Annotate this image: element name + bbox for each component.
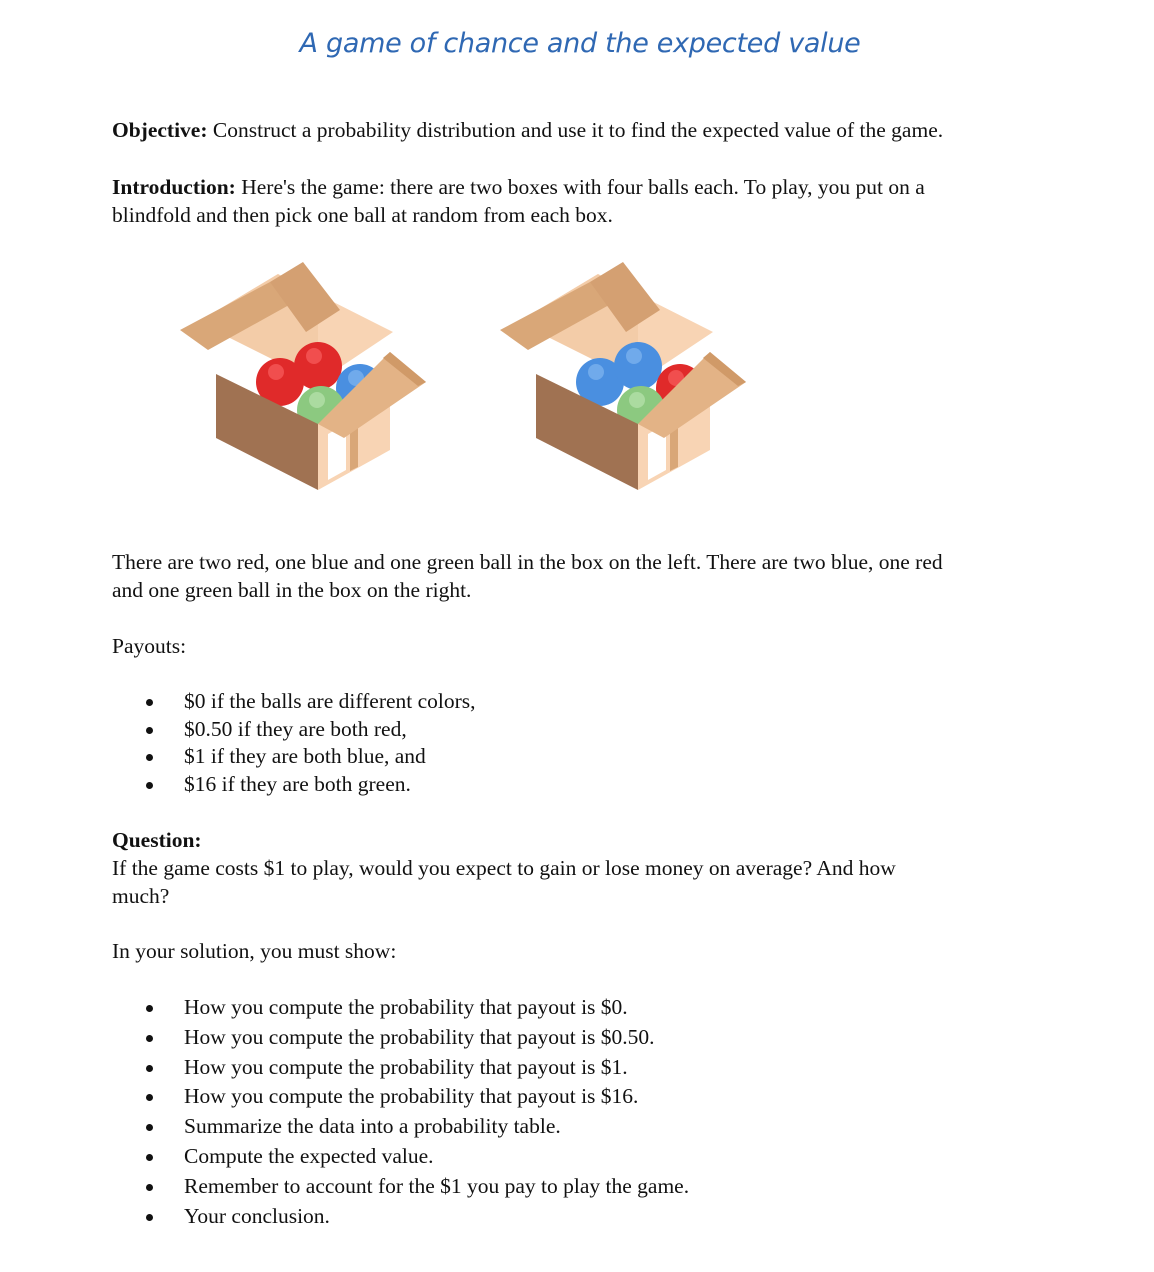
requirement-item: Compute the expected value. <box>112 1142 689 1172</box>
right-box-illustration <box>498 262 758 492</box>
description-line1: There are two red, one blue and one green ball in the box on the left. There are two blue, one red <box>112 550 943 574</box>
payout-item: $0 if the balls are different colors, <box>112 688 476 716</box>
payout-item: $1 if they are both blue, and <box>112 743 476 771</box>
requirement-item: Your conclusion. <box>112 1202 689 1232</box>
requirement-item: How you compute the probability that payout is $0. <box>112 993 689 1023</box>
left-box-illustration <box>178 262 438 492</box>
payouts-list <box>112 688 476 798</box>
question-label: Question: <box>112 828 202 852</box>
introduction-paragraph <box>112 173 1072 229</box>
requirement-item: Summarize the data into a probability table. <box>112 1112 689 1142</box>
introduction-text-line1: Here's the game: there are two boxes with four balls each. To play, you put on a <box>235 175 925 199</box>
solution-intro: In your solution, you must show: <box>112 939 397 963</box>
page-title: A game of chance and the expected value <box>299 28 861 59</box>
requirement-item: How you compute the probability that payout is $16. <box>112 1082 689 1112</box>
boxes-description <box>112 548 1072 604</box>
requirement-item: How you compute the probability that payout is $1. <box>112 1053 689 1083</box>
payout-item: $16 if they are both green. <box>112 771 476 799</box>
requirements-list <box>112 993 689 1231</box>
requirement-item: Remember to account for the $1 you pay to play the game. <box>112 1172 689 1202</box>
objective-label: Objective: <box>112 118 208 142</box>
question-paragraph <box>112 826 1072 910</box>
introduction-label: Introduction: <box>112 175 236 199</box>
question-text-line1: If the game costs $1 to play, would you expect to gain or lose money on average? And how <box>112 856 896 880</box>
description-line2: and one green ball in the box on the right. <box>112 578 472 602</box>
payout-item: $0.50 if they are both red, <box>112 716 476 744</box>
objective-paragraph <box>112 116 1072 144</box>
introduction-text-line2: blindfold and then pick one ball at random from each box. <box>112 203 613 227</box>
question-text-line2: much? <box>112 884 170 908</box>
objective-text: Construct a probability distribution and use it to find the expected value of the game. <box>207 118 944 142</box>
requirement-item: How you compute the probability that payout is $0.50. <box>112 1023 689 1053</box>
payouts-heading: Payouts: <box>112 634 187 658</box>
